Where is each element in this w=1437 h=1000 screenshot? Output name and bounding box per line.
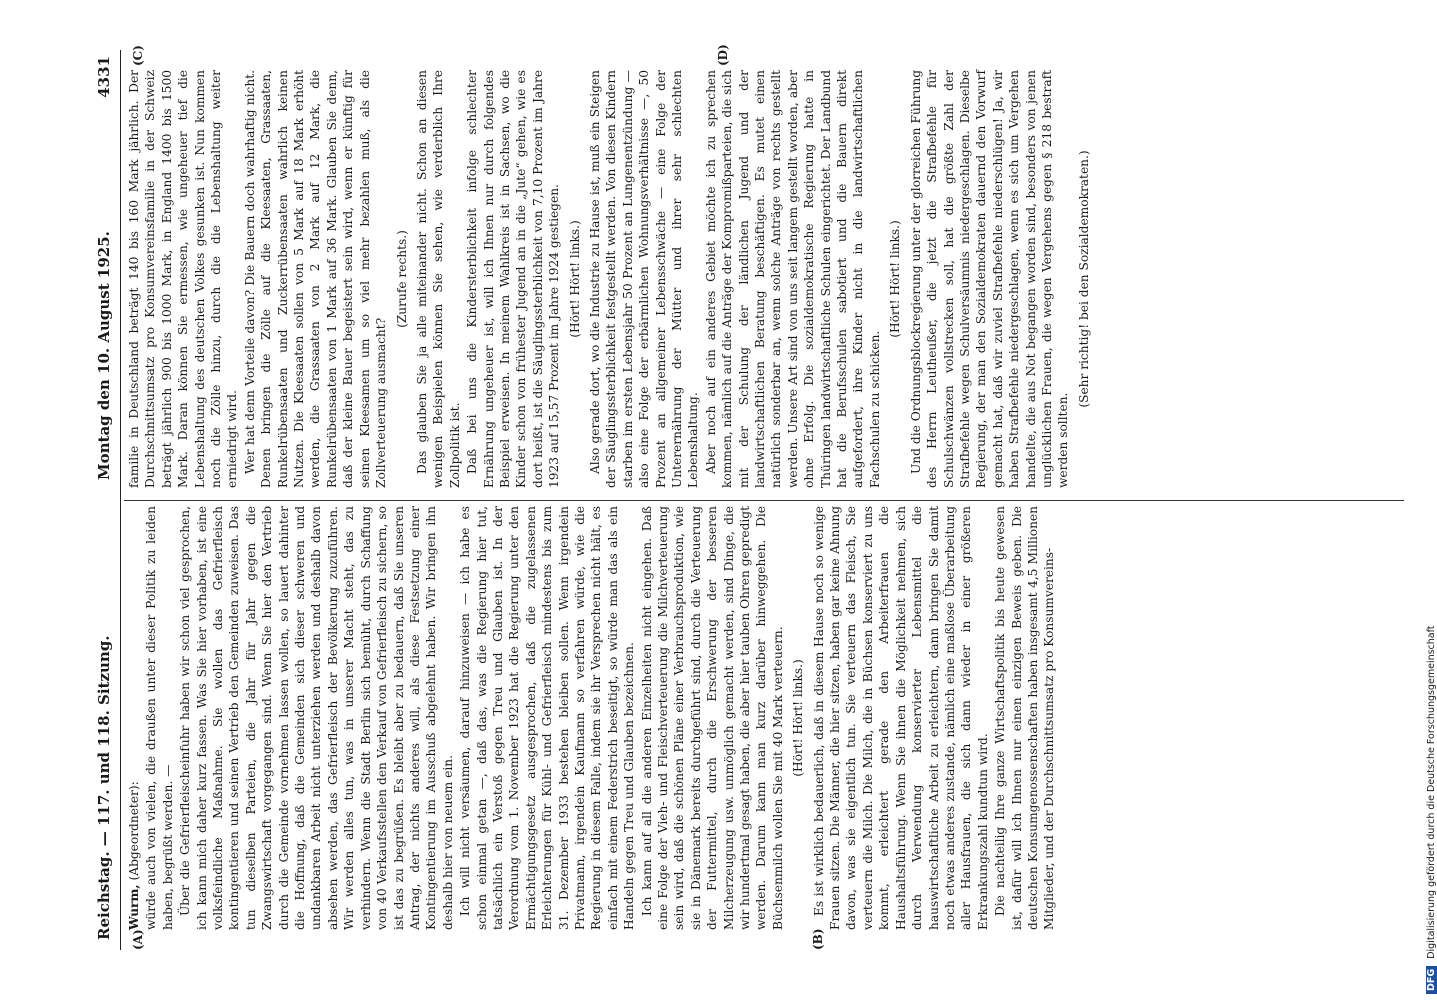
paragraph: würde auch von vielen, die draußen unter dieser Politik zu leiden haben, begrüßt werden. — bbox=[144, 506, 175, 930]
rotated-page bbox=[90, 44, 1410, 950]
header-session: Reichstag. — 117. und 118. Sitzung. bbox=[95, 635, 113, 940]
paragraph: Es ist wirklich bedauerlich, daß in diesem Hause noch so wenige Frauen sitzen. Die Männer, die hier sitzen, haben gar keine Ahnung davon, was sie eigentlich tun. Sie verteuern das Fleisch, Sie verteuern die Milch. Die Milch, die in Büchsen konserviert zu uns kommt, erleichtert gerade den Arbeiterfrauen die Haushaltsführung. Wenn Sie ihnen die Möglichkeit nehmen, sich durch Verwendung konservierter Lebensmittel die hauswirtschaftliche Arbeit zu erleichtern, dann bringen Sie damit noch etwas anderes zustande, nämlich eine maßlose Überarbeitung aller Hausfrauen, die sich dann wieder in einer größeren Erkrankungszahl kundtun wird. bbox=[811, 506, 990, 930]
paragraph: familie in Deutschland beträgt 140 bis 160 Mark jährlich. Der Durchschnittsumsatz pro Konsumvereinsfamilie in der Schweiz beträgt jährlich 900 bis 1000 Mark, in England 1400 bis 1500 Mark. Daran können Sie ermessen, wie ungeheuer tief die Lebenshaltung des deutschen Volkes gesunken ist. Nun kommen noch die Zölle hinzu, durch die die Lebenshaltung weiter erniedrigt wird. bbox=[127, 70, 240, 488]
header-date: Montag den 10. August 1925. bbox=[95, 231, 113, 480]
right-column bbox=[126, 70, 1400, 488]
paragraph: Die nachteilig Ihre ganze Wirtschaftspolitik bis heute gewesen ist, dafür will ich Ihnen nur einen einzigen Beweis geben. Die deutschen Konsumgenossenschaften haben insgesamt 4,5 Millionen Mitglieder, und der Durchschnittsumsatz pro Konsumvereins- bbox=[993, 506, 1057, 930]
column-divider bbox=[124, 500, 1404, 501]
paragraph: Wer hat denn Vorteile davon? Die Bauern doch wahrhaftig nicht. Denen bringen die Zölle auf die Kleesaaten, Grassaaten, Runkelrübensaaten und Zuckerrübensaaten wahrlich keinen Nutzen. Die Kleesaaten sollen von 5 Mark auf 18 Mark erhöht werden, die Grassaaten von 2 Mark auf 12 Mark, die Runkelrübensaaten von 1 Mark auf 36 Mark. Glauben Sie denn, daß der kleine Bauer begeistert sein wird, wenn er künftig für seinen Kleesamen um so viel mehr bezahlen muß, als die Zollverteuerung ausmacht? bbox=[242, 70, 389, 488]
header-rule bbox=[120, 50, 121, 950]
paragraph: Und die Ordnungsblockregierung unter der glorreichen Führung des Herrn Leutheußer, die jetzt die Strafbefehle für Schulschwänzen vollstrecken soll, hat die größte Zahl der Strafbefehle wegen Schulversäumnis niedergeschlagen. Dieselbe Regierung, der man den Sozialdemokraten dauernd den Vorwurf gemacht hat, daß wir zuviel Strafbefehle niederschlügen! Ja, wir haben Strafbefehle niedergeschlagen, wenn es sich um Vergehen handelte, die aus Not begangen worden sind, besonders von jenen unglücklichen Frauen, die wegen Vergehens gegen § 218 bestraft werden sollten. bbox=[908, 70, 1071, 488]
paragraph: Aber noch auf ein anderes Gebiet möchte ich zu sprechen kommen, nämlich auf die Anträge der Kompromißparteien, die sich mit der Schulung der ländlichen Jugend und der landwirtschaftlichen Beratung beschäftigen. Es mutet einen natürlich sonderbar an, wenn solche Anträge von rechts gestellt werden. Unsere Art sind von uns seit langem gestellt worden, aber ohne Erfolg. Die sozialdemokratische Regierung hatte in Thüringen landwirtschaftliche Schulen eingerichtet. Der Landbund hat die Berufsschulen sabotiert und die Bauern direkt aufgefordert, ihre Kinder nicht in die landwirtschaftlichen Fachschulen zu schicken. bbox=[703, 70, 882, 488]
interjection: (Hört! Hört! links.) bbox=[888, 220, 903, 338]
dfg-logo: DFG bbox=[1426, 966, 1437, 994]
dfg-sidebar bbox=[1412, 6, 1437, 994]
dfg-credit bbox=[1426, 6, 1437, 994]
document-page bbox=[90, 44, 1410, 950]
dfg-credit-text: Digitalisierung gefördert durch die Deutsche Forschungsgemeinschaft bbox=[1426, 625, 1437, 959]
page-number: 4331 bbox=[95, 56, 113, 98]
paragraph: Ich kann auf all die anderen Einzelheiten nicht eingehen. Daß eine Folge der Vieh- und Fleischverteuerung die Milchverteuerung sein wird, daß die schönen Pläne einer Verbrauchsproduktion, wie sie in Dänemark bereits durchgeführt sind, durch die Verteuerung der Futtermittel, durch die Erschwerung der besseren Milcherzeugung usw. unmöglich gemacht werden, sind Dinge, die wir hundertmal gesagt haben, die aber hier tauben Ohren gepredigt werden. Darum kann man kurz darüber hinweggehen. Die Büchsenmilch wollen Sie mit 40 Mark verteuern. bbox=[639, 506, 785, 930]
running-header bbox=[96, 50, 118, 950]
speaker-line: Wurm, (Abgeordneter): bbox=[127, 781, 141, 930]
speaker-role: Abgeordneter bbox=[127, 790, 141, 876]
interjection: (Zurufe rechts.) bbox=[394, 230, 409, 328]
left-column bbox=[126, 506, 1400, 930]
paragraph: Ich will nicht versäumen, darauf hinzuweisen — ich habe es schon einmal getan —, daß das, was die Regierung hier tut, tatsächlich ein Verstoß gegen Treu und Glauben ist. In der Verordnung vom 1. November 1923 hat die Regierung unter den Ermächtigungsgesetz ausgesprochen, daß die zugelassenen Erleichterungen für Kühl- und Gefrierfleisch mindestens bis zum 31. Dezember 1933 bestehen bleiben sollen. Wenn irgendein Privatmann, irgendein Kaufmann so verfahren würde, wie die Regierung in diesem Falle, indem sie ihr Versprechen nicht hält, es einfach mit einem Federstrich beseitigt, so würde man das als ein Handeln gegen Treu und Glauben bezeichnen. bbox=[458, 506, 637, 930]
paragraph: Über die Gefrierfleischeinfuhr haben wir schon viel gesprochen, ich kann mich daher kurz fassen. Was Sie hier vorhaben, ist eine volksfeindliche Maßnahme. Sie wollen das Gefrierfleisch kontingentieren und seinen Vertrieb den Gemeinden zuweisen. Das tun dieselben Parteien, die Jahr für Jahr gegen die Zwangswirtschaft vorgegangen sind. Wenn Sie hier den Vertrieb durch die Gemeinde vornehmen lassen wollen, so lauert dahinter die Hoffnung, daß die Gemeinden sich dieser schweren und undankbaren Arbeit nicht unterziehen werden und deshalb davon absehen werden, das Gefrierfleisch der Bevölkerung zuzuführen. Wir werden alles tun, was in unserer Macht steht, das zu verhindern. Wenn die Stadt Berlin sich bemüht, durch Schaffung von 40 Verkaufsstellen den Verkauf von Gefrierfleisch zu sichern, so ist das zu begrüßen. Es bleibt aber zu bedauern, daß Sie unseren Antrag, der nichts anderes will, als diese Festsetzung einer Kontingentierung im Ausschuß abgelehnt haben. Wir bringen ihn deshalb hier von neuem ein. bbox=[178, 506, 455, 930]
margin-marker-a: (A) bbox=[131, 929, 145, 950]
margin-marker-d: (D) bbox=[716, 44, 730, 66]
interjection: (Sehr richtig! bei den Sozialdemokraten.) bbox=[1076, 150, 1091, 408]
margin-marker-c: (C) bbox=[131, 45, 145, 66]
paragraph: Also gerade dort, wo die Industrie zu Hause ist, muß ein Steigen der Säuglingssterblichkeit festgestellt werden. Von diesen Kindern starben im ersten Lebensjahr 50 Prozent an Lungenentzündung — also eine Folge der erbärmlichen Wohnungsverhältnisse —, 50 Prozent an allgemeiner Lebensschwäche — eine Folge der Unterernährung der Mütter und ihrer sehr schlechten Lebenshaltung. bbox=[587, 70, 701, 488]
interjection: (Hört! Hört! links.) bbox=[791, 659, 806, 777]
paragraph: Das glauben Sie ja alle miteinander nicht. Schon an diesen wenigen Beispielen können Sie sehen, wie verderblich Ihre Zollpolitik ist. bbox=[414, 70, 462, 488]
paragraph: Daß bei uns die Kindersterblichkeit infolge schlechter Ernährung ungeheuer ist, will ich Ihnen nur durch folgendes Beispiel erweisen. In meinem Wahlkreis ist in Sachsen, wo die Kinder schon von frühester Jugend an in die „Jute“ gehen, wie es dort heißt, ist die Säuglingssterblichkeit von 7,10 Prozent im Jahre 1923 auf 15,57 Prozent im Jahre 1924 gestiegen. bbox=[465, 70, 562, 488]
speaker-name: Wurm, bbox=[127, 884, 141, 930]
margin-marker-b: (B) bbox=[811, 928, 825, 950]
interjection: (Hört! Hört! links.) bbox=[567, 220, 582, 338]
